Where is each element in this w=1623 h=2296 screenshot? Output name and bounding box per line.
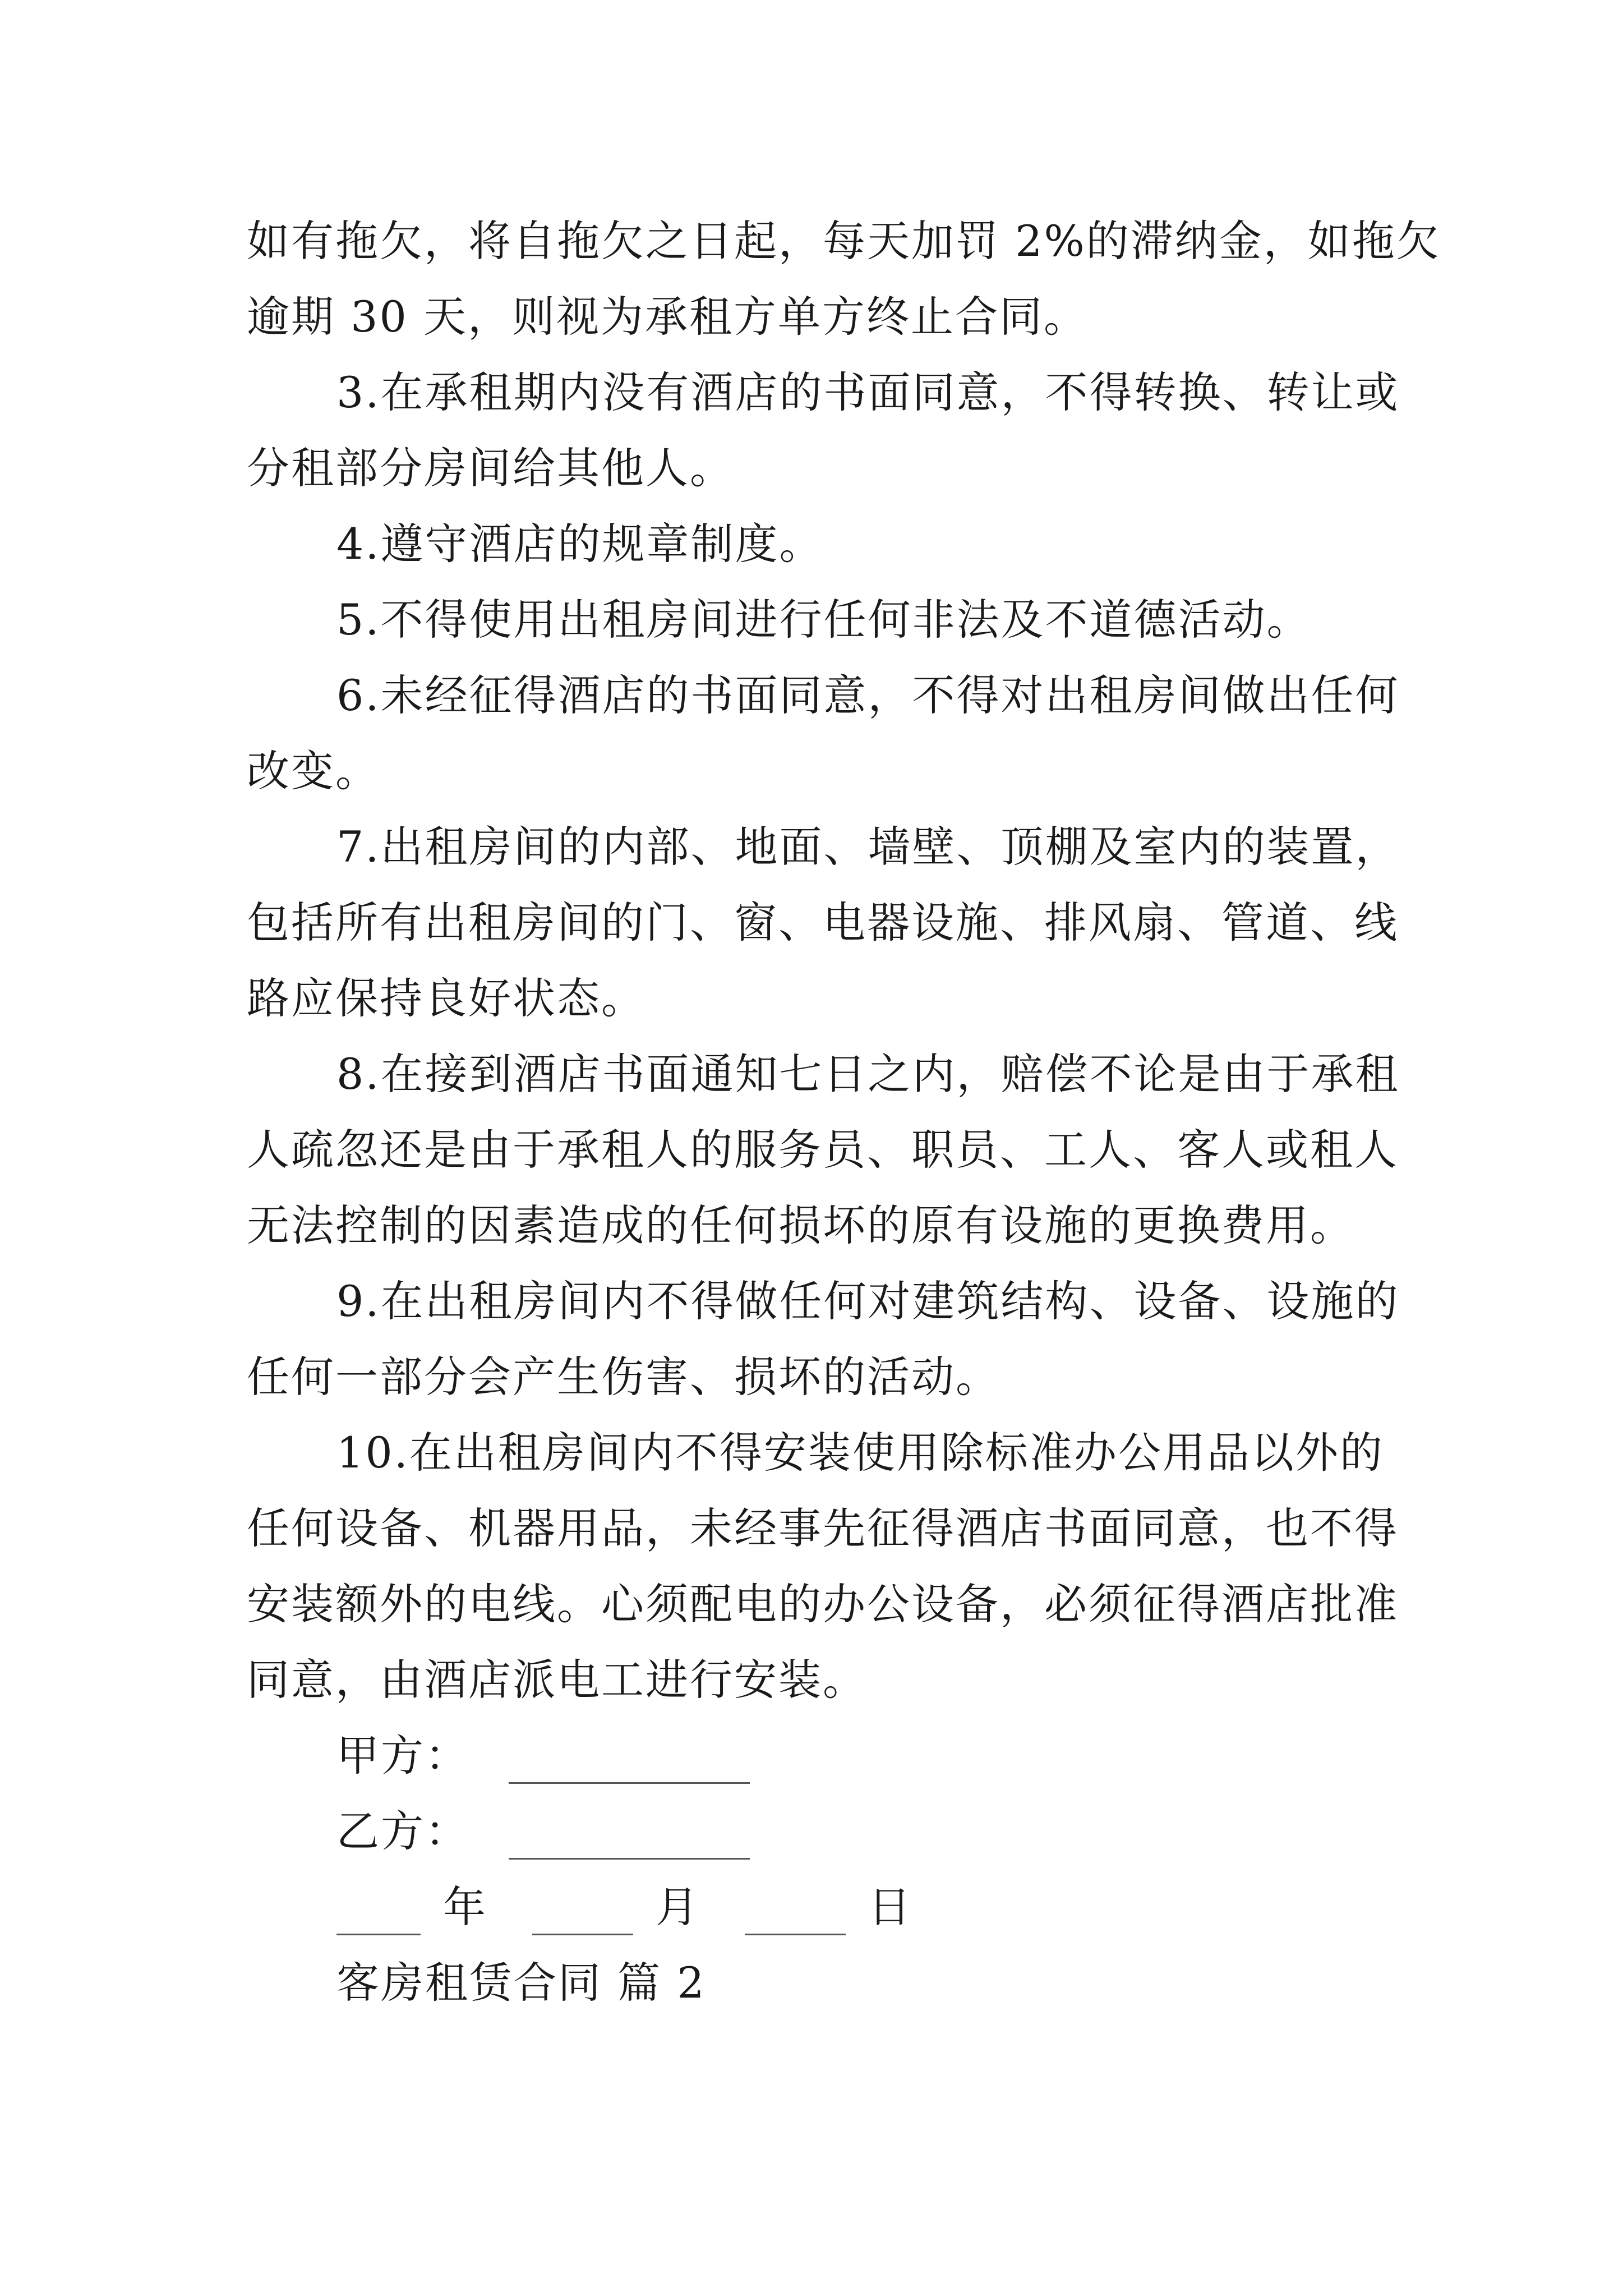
party-b-signature — [336, 1803, 750, 1860]
month-blank[interactable] — [532, 1894, 633, 1935]
month-label: 月 — [656, 1882, 700, 1932]
party-b-label: 乙方： — [336, 1806, 469, 1856]
text-line: 同意，由酒店派电工进行安装。 — [247, 1655, 867, 1705]
party-a-blank[interactable] — [509, 1743, 750, 1784]
text-line: 任何设备、机器用品，未经事先征得酒店书面同意，也不得 — [247, 1503, 1399, 1553]
text-line: 5.不得使用出租房间进行任何非法及不道德活动。 — [336, 595, 1311, 645]
text-line: 路应保持良好状态。 — [247, 973, 645, 1023]
year-blank[interactable] — [336, 1894, 421, 1935]
text-line: 4.遵守酒店的规章制度。 — [336, 519, 824, 569]
text-line: 安装额外的电线。心须配电的办公设备，必须征得酒店批准 — [247, 1579, 1399, 1629]
text-line: 如有拖欠，将自拖欠之日起，每天加罚 2%的滞纳金，如拖欠 — [247, 216, 1441, 266]
text-line: 10.在出租房间内不得安装使用除标准办公用品以外的 — [336, 1428, 1384, 1478]
text-line: 人疏忽还是由于承租人的服务员、职员、工人、客人或租人 — [247, 1125, 1399, 1175]
text-line: 6.未经征得酒店的书面同意，不得对出租房间做出任何 — [336, 670, 1400, 720]
party-a-signature — [336, 1728, 750, 1784]
year-label: 年 — [443, 1882, 487, 1932]
text-line: 3.在承租期内没有酒店的书面同意，不得转换、转让或 — [336, 367, 1400, 417]
day-blank[interactable] — [745, 1894, 846, 1935]
text-line: 7.出租房间的内部、地面、墙壁、顶棚及室内的装置， — [336, 822, 1400, 872]
text-line: 分租部分房间给其他人。 — [247, 443, 734, 493]
text-line: 包括所有出租房间的门、窗、电器设施、排风扇、管道、线 — [247, 898, 1399, 947]
text-line: 改变。 — [247, 746, 380, 796]
party-a-label: 甲方： — [336, 1731, 469, 1780]
text-line: 9.在出租房间内不得做任何对建筑结构、设备、设施的 — [336, 1276, 1400, 1326]
date-line — [336, 1879, 912, 1935]
party-b-blank[interactable] — [509, 1819, 750, 1860]
text-line: 无法控制的因素造成的任何损坏的原有设施的更换费用。 — [247, 1200, 1354, 1250]
day-label: 日 — [868, 1882, 912, 1932]
text-line: 8.在接到酒店书面通知七日之内，赔偿不论是由于承租 — [336, 1049, 1400, 1099]
text-line: 任何一部分会产生伤害、损坏的活动。 — [247, 1352, 1000, 1402]
text-line: 逾期 30 天，则视为承租方单方终止合同。 — [247, 292, 1089, 342]
section-heading: 客房租赁合同 篇 2 — [336, 1958, 706, 2008]
